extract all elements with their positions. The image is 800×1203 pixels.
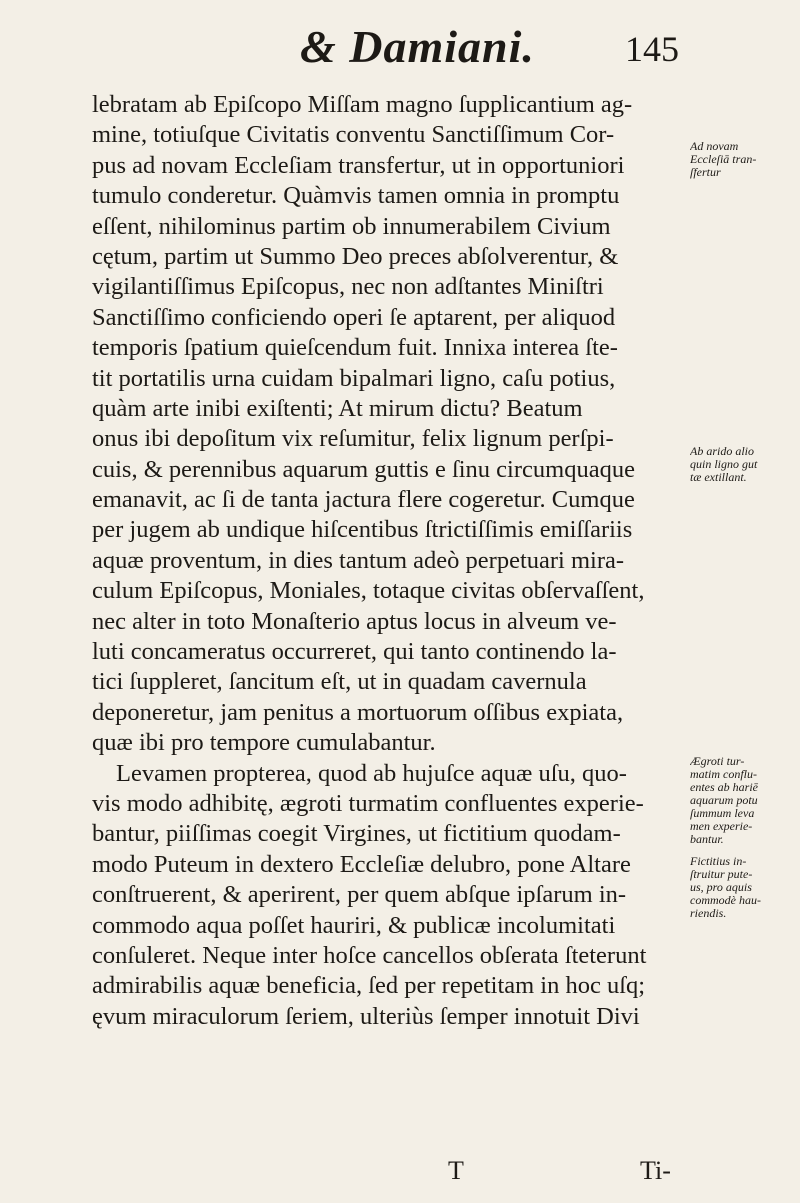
margin-note-line: Ad novam bbox=[690, 140, 739, 153]
text-line: vis modo adhibitę, ægroti turmatim confluentes experie- bbox=[92, 789, 644, 817]
text-line: conſuleret. Neque inter hoſce cancellos obſerata ſteterunt bbox=[92, 941, 647, 969]
text-line: culum Epiſcopus, Moniales, totaque civitas obſervaſſent, bbox=[92, 577, 645, 605]
text-line: eſſent, nihilominus partim ob innumerabilem Civium bbox=[92, 212, 611, 240]
text-line: ęvum miraculorum ſeriem, ulteriùs ſemper innotuit Divi bbox=[92, 1002, 640, 1030]
text-line: onus ibi depoſitum vix reſumitur, felix lignum perſpi- bbox=[92, 425, 614, 453]
text-line: tit portatilis urna cuidam bipalmari ligno, caſu potius, bbox=[92, 364, 616, 392]
text-line: nec alter in toto Monaſterio aptus locus in alveum ve- bbox=[92, 607, 617, 635]
main-text-block bbox=[92, 90, 692, 1032]
text-line: tumulo conderetur. Quàmvis tamen omnia in promptu bbox=[92, 182, 620, 210]
margin-note bbox=[690, 140, 798, 179]
text-line: quæ ibi pro tempore cumulabantur. bbox=[92, 729, 436, 757]
running-title: & Damiani. bbox=[300, 21, 535, 72]
margin-note-line: Ab arido alio bbox=[690, 445, 755, 458]
margin-note-line: commodè hau- bbox=[690, 893, 761, 907]
margin-note-line: entes ab hariē bbox=[690, 780, 758, 794]
text-line: emanavit, ac ſi de tanta jactura flere cogeretur. Cumque bbox=[92, 486, 635, 514]
text-line: cętum, partim ut Summo Deo preces abſolverentur, & bbox=[92, 242, 619, 270]
margin-note-line: riendis. bbox=[690, 906, 727, 920]
margin-note-line: Eccleſiā tran- bbox=[690, 152, 757, 166]
text-line: commodo aqua poſſet hauriri, & publicæ incolumitati bbox=[92, 911, 616, 939]
text-line: quàm arte inibi exiſtenti; At mirum dictu? Beatum bbox=[92, 394, 583, 422]
margin-note-line: us, pro aquis bbox=[690, 880, 752, 894]
text-line: conſtruerent, & aperirent, per quem abſque ipſarum in- bbox=[92, 881, 627, 909]
page-number: 145 bbox=[625, 29, 679, 69]
page-footer bbox=[0, 1156, 800, 1196]
margin-note-line: aquarum potu bbox=[690, 793, 758, 807]
catchword: Ti- bbox=[640, 1156, 671, 1185]
text-line: deponeretur, jam penitus a mortuorum oſſibus expiata, bbox=[92, 698, 624, 726]
margin-note-line: quin ligno gut bbox=[690, 457, 758, 471]
margin-note-line: bantur. bbox=[690, 832, 724, 846]
signature-mark: T bbox=[448, 1156, 464, 1185]
text-line: pus ad novam Eccleſiam transfertur, ut in opportuniori bbox=[92, 151, 625, 179]
text-line: Sanctiſſimo conficiendo operi ſe aptarent, per aliquod bbox=[92, 303, 616, 331]
text-line: luti concameratus occurreret, qui tanto continendo la- bbox=[92, 638, 617, 666]
text-line: modo Puteum in dextero Eccleſiæ delubro, pone Altare bbox=[92, 850, 631, 878]
margin-note-line: tæ extillant. bbox=[690, 470, 747, 484]
margin-note bbox=[690, 445, 798, 484]
margin-note-line: Fictitius in- bbox=[690, 855, 747, 868]
margin-note bbox=[690, 755, 798, 846]
text-line: cuis, & perennibus aquarum guttis e ſinu circumquaque bbox=[92, 455, 635, 483]
text-line: per jugem ab undique hiſcentibus ſtrictiſſimis emiſſariis bbox=[92, 516, 633, 544]
margin-note-line: matim conflu- bbox=[690, 767, 757, 781]
margin-note-line: ſfertur bbox=[690, 165, 721, 179]
text-line: admirabilis aquæ beneficia, ſed per repetitam in hoc uſq; bbox=[92, 972, 646, 1000]
text-line: tici ſuppleret, ſancitum eſt, ut in quadam cavernula bbox=[92, 668, 587, 696]
margin-note-line: men experie- bbox=[690, 819, 753, 833]
margin-note-line: ſummum leva bbox=[690, 806, 755, 820]
running-header bbox=[0, 14, 800, 74]
text-line: aquæ proventum, in dies tantum adeò perpetuari mira- bbox=[92, 546, 625, 574]
margin-note-line: Ægroti tur- bbox=[690, 755, 745, 768]
text-line: Levamen propterea, quod ab hujuſce aquæ uſu, quo- bbox=[116, 759, 627, 787]
text-line: mine, totiuſque Civitatis conventu Sanctiſſimum Cor- bbox=[92, 121, 615, 149]
text-line: temporis ſpatium quieſcendum fuit. Innixa interea ſte- bbox=[92, 334, 618, 362]
text-line: bantur, piiſſimas coegit Virgines, ut fictitium quodam- bbox=[92, 820, 621, 848]
margin-note bbox=[690, 855, 798, 920]
text-line: vigilantiſſimus Epiſcopus, nec non adſtantes Miniſtri bbox=[92, 273, 604, 301]
margin-note-line: ſtruitur pute- bbox=[690, 867, 753, 881]
text-line: lebratam ab Epiſcopo Miſſam magno ſupplicantium ag- bbox=[92, 91, 633, 118]
